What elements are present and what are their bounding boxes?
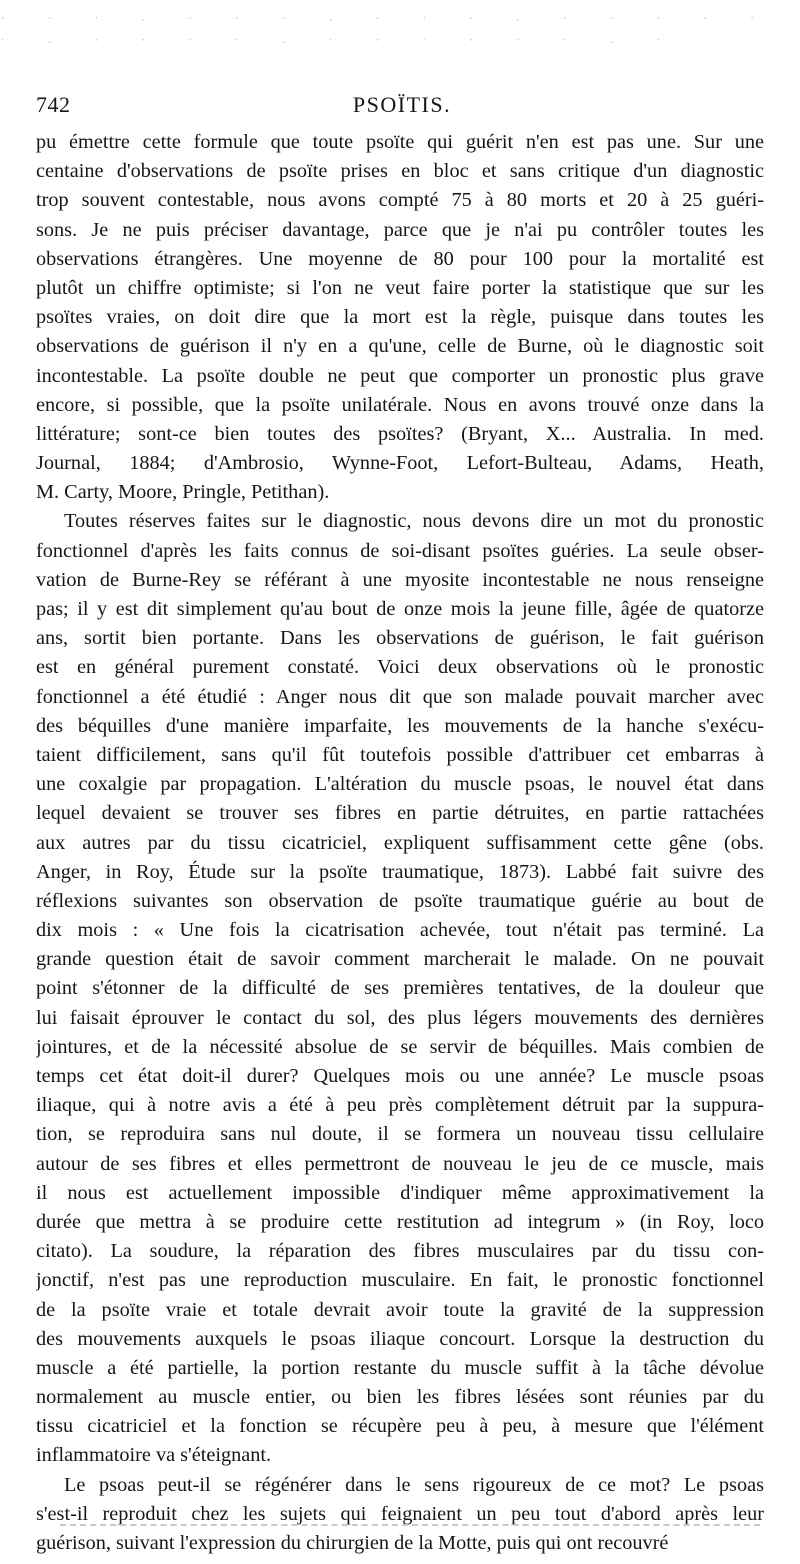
text-line: point s'étonner de la difficulté de ses premières tentatives, de la douleur que xyxy=(36,977,764,1000)
text-line: est en général purement constaté. Voici deux observations où le pronostic xyxy=(36,656,764,679)
text-line: des mouvements auxquels le psoas iliaque concourt. Lorsque la destruction du xyxy=(36,1327,764,1350)
text-line: plutôt un chiffre optimiste; si l'on ne veut faire porter la statistique que sur les xyxy=(36,276,764,299)
text-line: taient difficilement, sans qu'il fût toutefois possible d'attribuer cet embarras à xyxy=(36,743,764,766)
text-line: centaine d'observations de psoïte prises en bloc et sans critique d'un diagnostic xyxy=(36,160,764,183)
text-line: ans, sortit bien portante. Dans les observations de guérison, le fait guérison xyxy=(36,627,764,650)
text-line: pu émettre cette formule que toute psoïte qui guérit n'en est pas une. Sur une xyxy=(36,131,764,153)
text-line: il nous est actuellement impossible d'indiquer même approximativement la xyxy=(36,1181,764,1204)
text-line: muscle a été partielle, la portion restante du muscle suffit à la tâche dévolue xyxy=(36,1356,764,1379)
body-text xyxy=(36,128,764,1558)
text-line: jointures, et de la nécessité absolue de se servir de béquilles. Mais combien de xyxy=(36,1035,764,1058)
text-line: jonctif, n'est pas une reproduction musculaire. En fait, le pronostic fonctionnel xyxy=(36,1269,764,1292)
paragraph xyxy=(36,128,764,507)
text-line: réflexions suivantes son observation de psoïte traumatique guérie au bout de xyxy=(36,889,764,912)
text-line: encore, si possible, que la psoïte unilatérale. Nous en avons trouvé onze dans la xyxy=(36,393,764,416)
running-head: PSOÏTIS. xyxy=(352,92,452,117)
text-line: des béquilles d'une manière imparfaite, les mouvements de la hanche s'exécu- xyxy=(36,714,764,737)
text-line: de la psoïte vraie et totale devrait avoir toute la gravité de la suppression xyxy=(36,1298,764,1321)
text-line: Anger, in Roy, Étude sur la psoïte traumatique, 1873). Labbé fait suivre des xyxy=(36,860,764,883)
text-line: aux autres par du tissu cicatriciel, expliquent suffisamment cette gêne (obs. xyxy=(36,831,764,854)
scan-noise: · · · . · · · . · · · . · · · · · · . · · · · . · · · · · · . · xyxy=(0,14,773,46)
text-line: inflammatoire va s'éteignant. xyxy=(36,1444,272,1467)
text-line: Toutes réserves faites sur le diagnostic, nous devons dire un mot du pronostic xyxy=(64,510,764,533)
text-line: M. Carty, Moore, Pringle, Petithan). xyxy=(36,481,330,504)
text-line: guérison, suivant l'expression du chirurgien de la Motte, puis qui ont recouvré xyxy=(36,1532,669,1554)
footer-rule xyxy=(60,1524,760,1526)
text-line: dix mois : « Une fois la cicatrisation achevée, tout n'était pas terminé. La xyxy=(36,919,764,942)
text-line: psoïtes vraies, on doit dire que la mort est la règle, puisque dans toutes les xyxy=(36,306,764,329)
text-line: une coxalgie par propagation. L'altération du muscle psoas, le nouvel état dans xyxy=(36,773,764,796)
text-line: littérature; sont-ce bien toutes des psoïtes? (Bryant, X... Australia. In med. xyxy=(36,422,764,445)
text-line: Journal, 1884; d'Ambrosio, Wynne-Foot, Lefort-Bulteau, Adams, Heath, xyxy=(36,452,764,475)
text-line: observations de guérison il n'y en a qu'une, celle de Burne, où le diagnostic soit xyxy=(36,335,764,358)
text-line: iliaque, qui à notre avis a été à peu près complètement détruit par la suppura- xyxy=(36,1094,764,1117)
text-line: Le psoas peut-il se régénérer dans le sens rigoureux de ce mot? Le psoas xyxy=(64,1473,764,1496)
text-line: observations étrangères. Une moyenne de 80 pour 100 pour la mortalité est xyxy=(36,247,764,270)
text-line: fonctionnel a été étudié : Anger nous dit que son malade pouvait marcher avec xyxy=(36,685,764,708)
text-line: vation de Burne-Rey se référant à une myosite incontestable ne nous renseigne xyxy=(36,568,764,591)
text-line: tissu cicatriciel et la fonction se récupère peu à peu, à mesure que l'élément xyxy=(36,1415,764,1438)
text-line: sons. Je ne puis préciser davantage, parce que je n'ai pu contrôler toutes les xyxy=(36,218,764,241)
text-line: pas; il y est dit simplement qu'au bout de onze mois la jeune fille, âgée de quatorze xyxy=(36,598,764,620)
text-line: incontestable. La psoïte double ne peut que comporter un pronostic plus grave xyxy=(36,364,764,387)
text-line: lui faisait éprouver le contact du sol, des plus légers mouvements des dernières xyxy=(36,1006,764,1029)
text-line: lequel devaient se trouver ses fibres en partie détruites, en partie rattachées xyxy=(36,802,764,825)
paragraph xyxy=(36,1471,764,1559)
text-line: citato). La soudure, la réparation des fibres musculaires par du tissu con- xyxy=(36,1240,764,1263)
text-line: trop souvent contestable, nous avons compté 75 à 80 morts et 20 à 25 guéri- xyxy=(36,189,764,212)
text-line: fonctionnel d'après les faits connus de soi-disant psoïtes guéries. La seule obser- xyxy=(36,539,764,562)
page-number: 742 xyxy=(36,92,71,117)
paragraph xyxy=(36,507,764,1470)
text-line: durée que mettra à se produire cette restitution ad integrum » (in Roy, loco xyxy=(36,1210,764,1233)
text-line: grande question était de savoir comment marcherait le malade. On ne pouvait xyxy=(36,948,764,971)
text-line: autour de ses fibres et elles permettront de nouveau le jeu de ce muscle, mais xyxy=(36,1152,764,1175)
page-header xyxy=(36,92,768,122)
text-line: tion, se reproduira sans nul doute, il se formera un nouveau tissu cellulaire xyxy=(36,1123,764,1146)
text-line: temps cet état doit-il durer? Quelques mois ou une année? Le muscle psoas xyxy=(36,1065,764,1087)
text-line: normalement au muscle entier, ou bien les fibres lésées sont réunies par du xyxy=(36,1386,764,1409)
text-line: s'est-il reproduit chez les sujets qui feignaient un peu tout d'abord après leur xyxy=(36,1502,764,1525)
